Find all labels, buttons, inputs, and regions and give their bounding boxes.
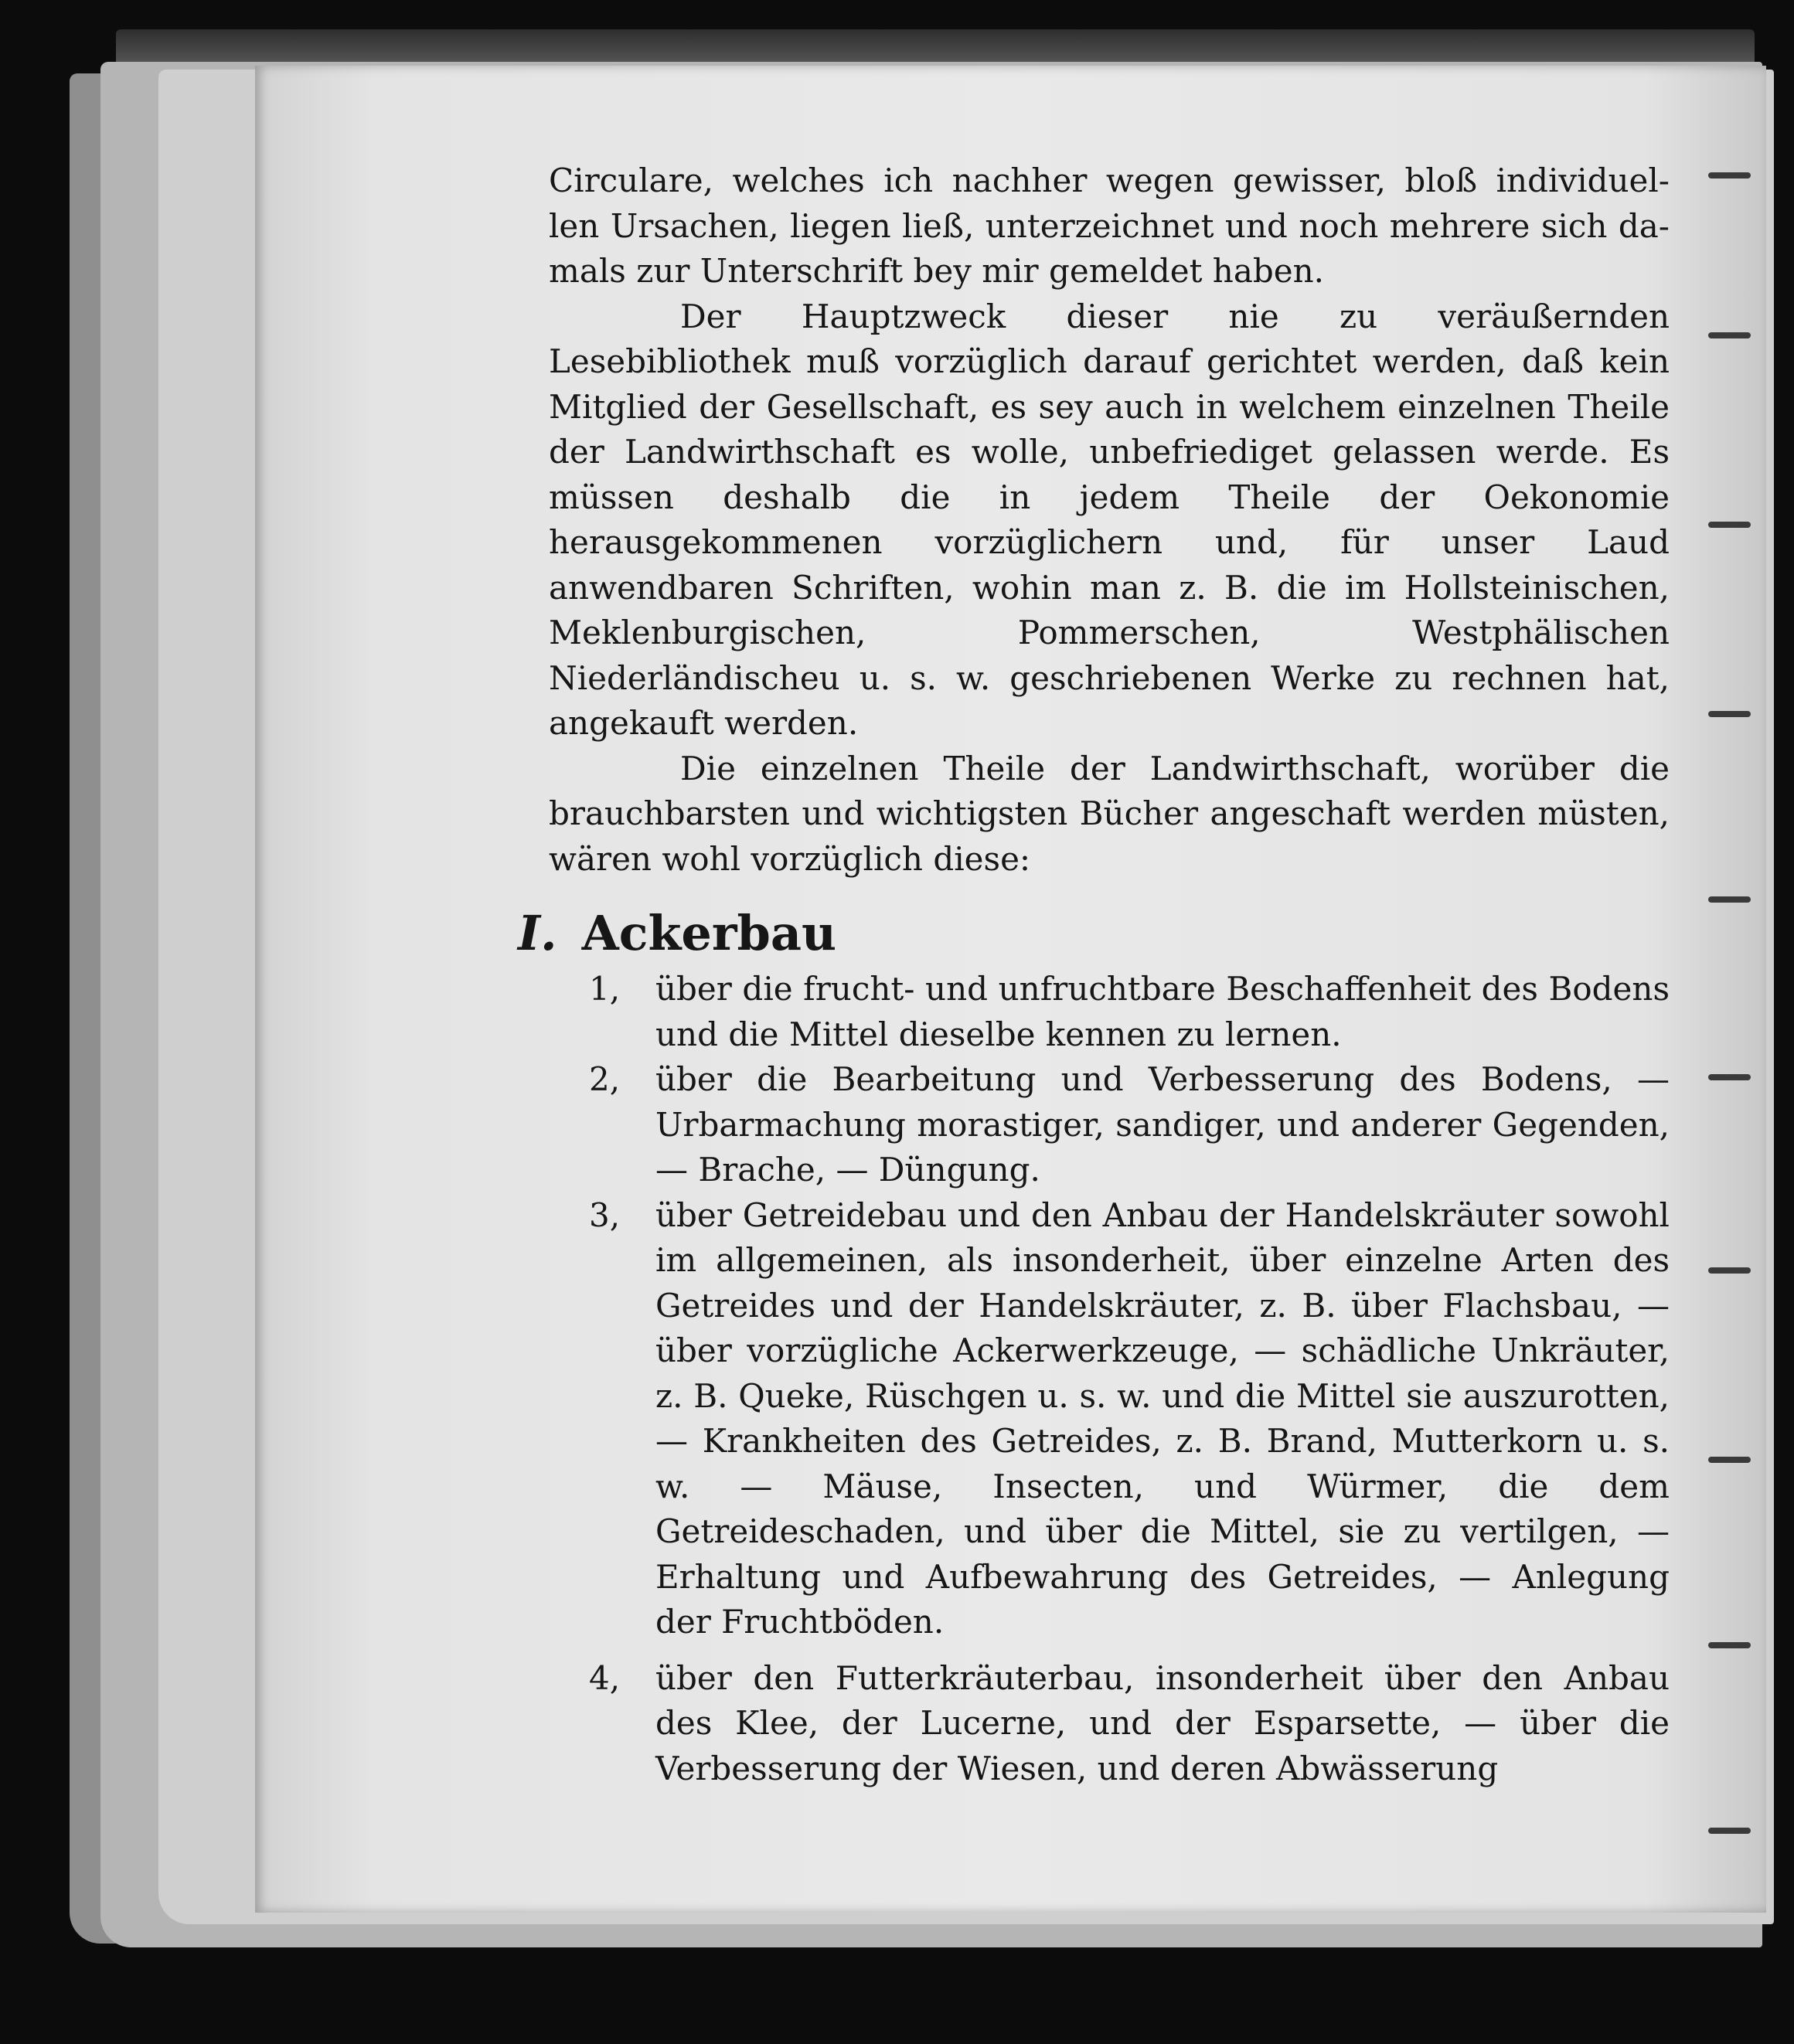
list-item [549, 967, 1670, 1057]
binding-stitch [1708, 1074, 1751, 1080]
intro-line: mals zur Unterschrift bey mir gemeldet haben. [549, 252, 1325, 290]
paragraph: Die einzelnen Theile der Landwirthschaft, worüber die brauchbarsten und wichtigsten Bücher angeschaft werden müsten, wären wohl vorzüglich diese: [549, 749, 1670, 878]
list-item [549, 1193, 1670, 1645]
list-item [549, 1656, 1670, 1792]
list-item-number: 1, [589, 970, 621, 1008]
intro-line: Circulare, welches ich nachher wegen gewisser, bloß individuel- [549, 162, 1670, 199]
list-item-text: über die Bearbeitung und Verbesserung des Bodens, — Urbarmachung morastiger, sandiger, und anderer Gegenden, — Brache, — Düngung. [655, 1060, 1670, 1189]
binding-stitch [1708, 1642, 1751, 1648]
list-item-number: 4, [589, 1658, 621, 1697]
list-item-text: über Getreidebau und den Anbau der Handelskräuter sowohl im allgemeinen, als insonderheit, über einzelne Arten des Getreides und der Handelskräuter, z. B. über Flachsbau, — über vorzügliche Ackerwerkzeuge, — schädliche Unkräuter, z. B. Queke, Rüschgen u. s. w. und die Mittel sie auszurotten, — Krankheiten des Getreides, z. B. Brand, Mutterkorn u. s. w. — Mäuse, Insecten, und Würmer, die dem Getreideschaden, und über die Mittel, sie zu vertilgen, — Erhaltung und Aufbewahrung des Getreides, — Anlegung der Fruchtböden. [655, 1195, 1670, 1641]
section-title: Ackerbau [581, 905, 837, 961]
list-item-number: 3, [589, 1195, 621, 1234]
binding-stitch [1708, 332, 1751, 338]
list-item-text: über den Futterkräuterbau, insonderheit über den Anbau des Klee, der Lucerne, und der Esparsette, — über die Verbesserung der Wiesen, und deren Abwässerung [655, 1658, 1670, 1787]
binding-stitch [1708, 522, 1751, 528]
list-item [549, 1057, 1670, 1193]
binding-stitch [1708, 1457, 1751, 1463]
list-item-number: 2, [589, 1060, 621, 1098]
binding-stitch [1708, 896, 1751, 903]
binding-stitch [1708, 1828, 1751, 1834]
binding-stitch [1708, 711, 1751, 717]
section-heading [518, 906, 1670, 961]
page-text [518, 158, 1670, 1791]
paragraph: Der Hauptzweck dieser nie zu veräußernden Lesebibliothek muß vorzüglich darauf gerichtet werden, daß kein Mitglied der Gesellschaft, es sey auch in welchem einzelnen Theile der Landwirthschaft es wolle, unbefriediget gelassen werde. Es müssen deshalb die in jedem Theile der Oekonomie herausgekommenen vorzüglichern und, für unser Laud anwendbaren Schriften, wohin man z. B. die im Hollsteinischen, Meklenburgischen, Pommerschen, Westphälischen Niederländischeu u. s. w. geschriebenen Werke zu rechnen hat, angekauft werden. [549, 297, 1670, 742]
binding-stitch [1708, 1267, 1751, 1274]
section-number: I. [518, 905, 557, 961]
list-item-text: über die frucht- und unfruchtbare Beschaffenheit des Bodens und die Mittel dieselbe kennen zu lernen. [655, 970, 1670, 1053]
binding-stitch [1708, 172, 1751, 179]
intro-line: len Ursachen, liegen ließ, unterzeichnet und noch mehrere sich da- [549, 206, 1670, 245]
